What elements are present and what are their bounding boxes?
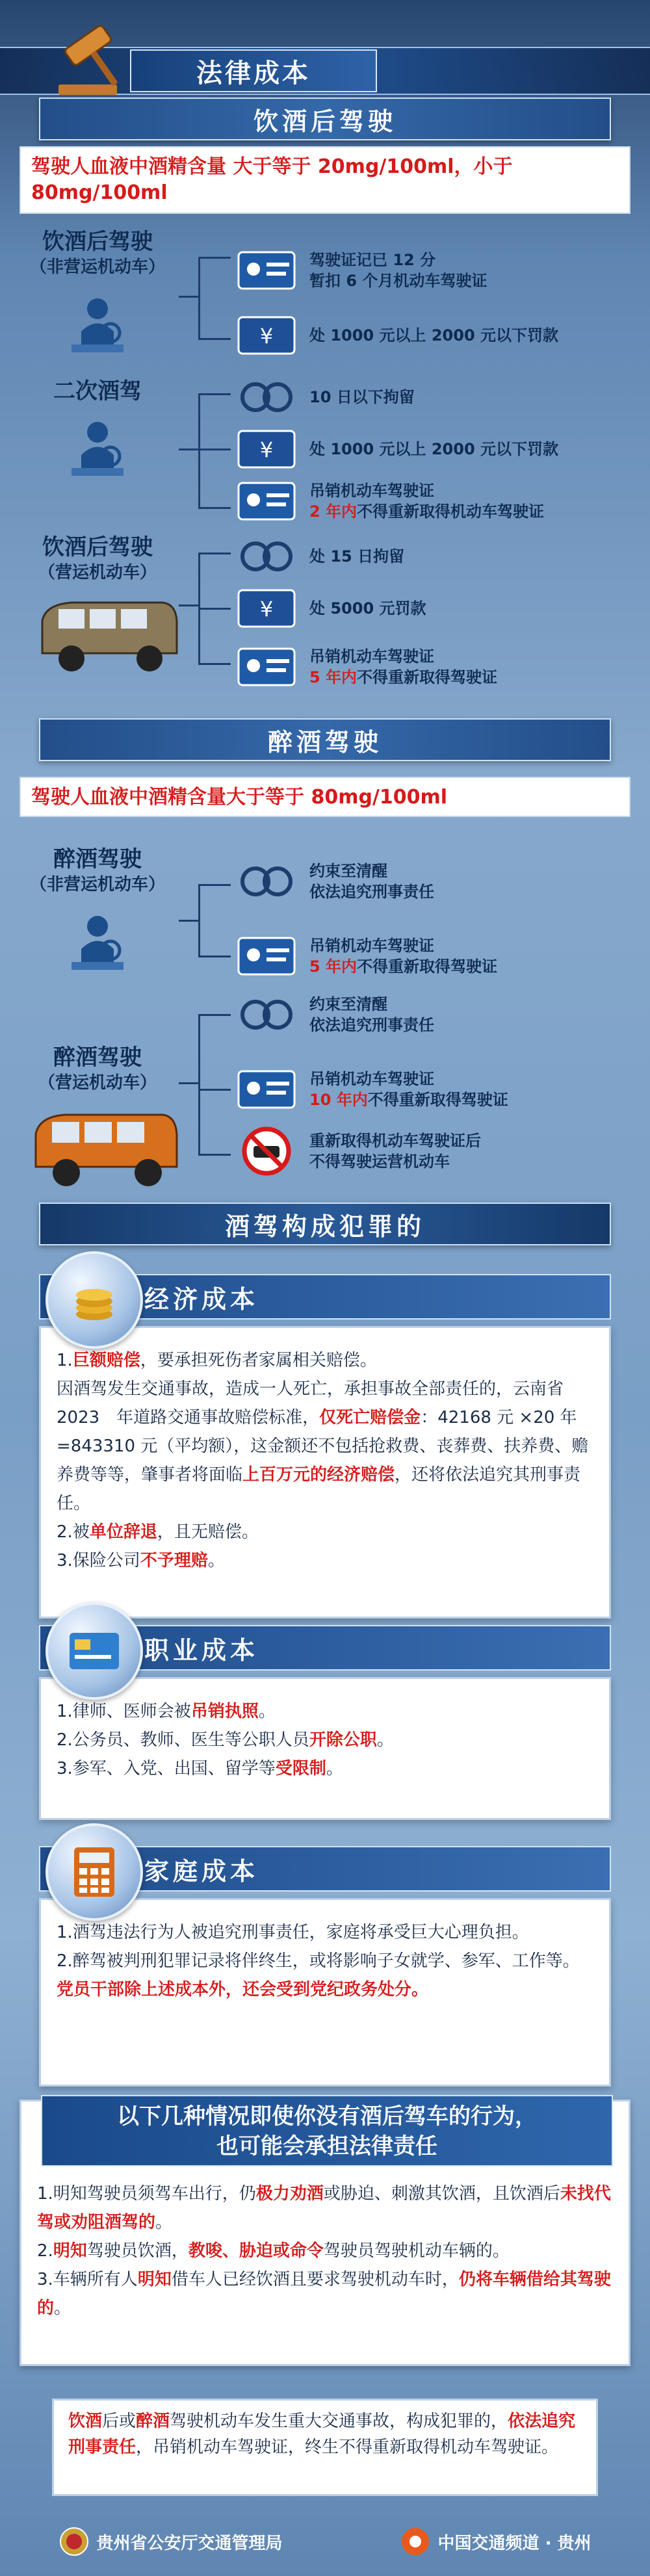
- category-drunk-op: [20, 1043, 176, 1094]
- penalty-highlight: 2 年内: [309, 502, 358, 521]
- penalty-text: 处 5000 元罚款: [309, 599, 426, 618]
- warning-box: [20, 2100, 630, 2366]
- panel-text: 或胁迫、刺激其饮酒，且饮酒后: [323, 2184, 560, 2204]
- penalty-text: 吊销机动车驾驶证: [309, 937, 434, 955]
- penalty-highlight: 10 年内: [309, 1091, 368, 1109]
- category-label: 二次酒驾: [53, 378, 142, 404]
- category-drunk-nonop: [20, 845, 176, 896]
- money-icon: [234, 426, 299, 473]
- panel-text: 借车人已经饮酒且要求驾驶机动车时，: [171, 2270, 459, 2289]
- money-icon: [234, 312, 299, 359]
- penalty-text: 10 日以下拘留: [309, 388, 415, 406]
- panel-text: 驾驶员驾驶机动车辆的。: [323, 2241, 510, 2261]
- svg-text:¥: ¥: [259, 324, 274, 348]
- warning-title: 也可能会承担法律责任: [216, 2133, 437, 2159]
- panel-highlight: 极力劝酒: [255, 2184, 324, 2204]
- penalty-text: 依法追究刑事责任: [309, 1016, 434, 1034]
- money-icon: [234, 585, 299, 632]
- penalty-text: 吊销机动车驾驶证: [309, 1070, 434, 1088]
- panel-highlight: 依法追究刑事责任: [68, 2412, 576, 2457]
- driver-icon: [62, 293, 133, 364]
- bracket-tick: [198, 663, 231, 665]
- family-cost-panel: [39, 1898, 611, 2087]
- threshold-text: 驾驶人血液中酒精含量 大于等于 20mg/100ml，小于 80mg/100ml: [20, 146, 630, 214]
- category-sub: （营运机动车）: [38, 1073, 157, 1093]
- bracket-tick: [179, 449, 198, 450]
- section-title-drinking: 饮酒后驾驶: [39, 98, 611, 140]
- panel-highlight: 单位辞退: [89, 1522, 157, 1542]
- threshold-text: 驾驶人血液中酒精含量大于等于 80mg/100ml: [20, 777, 630, 817]
- panel-text: 。: [326, 1759, 343, 1778]
- penalty-text: 驾驶证记已 12 分: [309, 251, 436, 269]
- penalty-text: 暂扣 6 个月机动车驾驶证: [309, 272, 488, 290]
- bracket-tick: [198, 257, 231, 259]
- panel-text: 1.: [57, 1351, 73, 1370]
- penalty-text: 不得重新取得驾驶证: [367, 1091, 508, 1109]
- driver-icon: [62, 910, 133, 982]
- panel-text: 1.明知驾驶员须驾车出行，仍: [37, 2184, 256, 2204]
- panel-highlight: 开除公职: [309, 1730, 377, 1750]
- panel-text: ，吊销机动车驾驶证，终生不得重新取得机动车驾驶证。: [136, 2438, 559, 2457]
- panel-text: 3.参军、入党、出国、留学等: [57, 1759, 276, 1778]
- bracket-tick: [198, 507, 231, 509]
- gavel-icon: [46, 23, 136, 101]
- career-cost-title: 职业成本: [39, 1625, 611, 1671]
- van-icon: [32, 595, 182, 679]
- van-icon: [26, 1105, 182, 1196]
- bracket-tick: [198, 956, 231, 957]
- panel-highlight: 明知: [53, 2241, 87, 2261]
- bracket-tick: [198, 1089, 231, 1091]
- svg-text:¥: ¥: [259, 597, 274, 621]
- panel-text: 。: [376, 1730, 394, 1750]
- bracket-tick: [198, 1014, 231, 1016]
- footer-left: [59, 2527, 283, 2556]
- panel-text: 驾驶员饮酒，: [86, 2241, 188, 2261]
- penalty-text: 处 15 日拘留: [309, 547, 405, 566]
- penalty-text: 重新取得机动车驾驶证后: [309, 1132, 481, 1150]
- panel-highlight: 吊销执照: [190, 1702, 259, 1721]
- economic-cost-title: 经济成本: [39, 1274, 611, 1320]
- id-card-icon: [46, 1602, 143, 1700]
- panel-text: ，还将依法追究其刑事责任。: [57, 1465, 581, 1513]
- category-drink-nonop: [20, 228, 176, 278]
- panel-text: 2.被: [57, 1522, 90, 1542]
- bracket-tick: [198, 449, 231, 450]
- handcuffs-icon: [234, 991, 299, 1038]
- coins-icon: [46, 1251, 143, 1349]
- svg-text:¥: ¥: [259, 437, 274, 462]
- footer-channel: 中国交通频道 · 贵州: [437, 2533, 592, 2553]
- channel-logo-icon: [400, 2527, 430, 2556]
- penalty-highlight: 5 年内: [309, 668, 358, 686]
- category-sub: （营运机动车）: [38, 563, 157, 582]
- section-title-crime: 酒驾构成犯罪的: [39, 1203, 611, 1245]
- bracket-line: [198, 257, 200, 338]
- category-label: 醉酒驾驶: [53, 1045, 142, 1071]
- panel-text: ，且无赔偿。: [157, 1522, 259, 1542]
- panel-text: 3.保险公司: [57, 1551, 140, 1570]
- no-driving-icon: [234, 1128, 299, 1175]
- bracket-tick: [179, 605, 198, 606]
- panel-text: 。: [54, 2298, 72, 2318]
- bracket-tick: [198, 608, 231, 610]
- bracket-tick: [179, 296, 198, 298]
- footer: [0, 2512, 650, 2571]
- penalty-text: 吊销机动车驾驶证: [309, 482, 434, 500]
- category-sub: （非营运机动车）: [29, 257, 165, 277]
- bracket-tick: [198, 884, 231, 886]
- panel-text: 1.律师、医师会被: [57, 1702, 191, 1721]
- economic-cost-panel: [39, 1326, 611, 1619]
- panel-highlight: 醉酒: [136, 2412, 170, 2431]
- driver-icon: [62, 416, 133, 488]
- panel-text: 2.: [37, 2241, 53, 2261]
- panel-highlight: 受限制: [275, 1759, 326, 1778]
- panel-highlight: 巨额赔偿: [72, 1351, 140, 1370]
- penalty-text: 约束至清醒: [309, 862, 387, 880]
- bracket-tick: [198, 1154, 231, 1156]
- page-title: 法律成本: [130, 49, 377, 92]
- license-card-icon: [234, 644, 299, 690]
- panel-text: 驾驶机动车发生重大交通事故，构成犯罪的，: [170, 2412, 508, 2431]
- category-sub: （非营运机动车）: [29, 875, 165, 894]
- bracket-tick: [179, 920, 198, 922]
- bracket-tick: [198, 393, 231, 395]
- panel-text: 因酒驾发生交通事故，造成一人死亡，承担事故全部责任的，云南省 2023 年道路交通事故赔偿标准，: [57, 1379, 581, 1427]
- footer-right: [400, 2527, 592, 2556]
- family-cost-title: 家庭成本: [39, 1846, 611, 1892]
- penalty-text: 约束至清醒: [309, 995, 387, 1013]
- panel-highlight: 教唆、胁迫或命令: [188, 2241, 324, 2261]
- bracket-tick: [198, 338, 231, 340]
- panel-highlight: 饮酒: [68, 2412, 103, 2431]
- panel-text: 2.醉驾被判刑犯罪记录将伴终生，或将影响子女就学、参军、工作等。: [57, 1951, 580, 1971]
- panel-highlight: 明知: [137, 2270, 172, 2289]
- license-card-icon: [234, 478, 299, 525]
- penalty-text: 不得重新取得机动车驾驶证: [357, 502, 545, 521]
- panel-text: 。: [155, 2213, 173, 2232]
- bracket-line: [198, 884, 200, 956]
- panel-text: 2.公务员、教师、医生等公职人员: [57, 1730, 309, 1750]
- panel-text: 。: [258, 1702, 276, 1721]
- calculator-icon: [46, 1823, 143, 1921]
- panel-text: 后或: [102, 2412, 136, 2431]
- panel-text: 1.酒驾违法行为人被追究刑事责任，家庭将承受巨大心理负担。: [57, 1923, 529, 1942]
- panel-highlight: 未找代驾或劝阻酒驾的: [37, 2184, 611, 2232]
- warning-title-bar: [41, 2095, 613, 2166]
- bracket-line: [198, 1014, 200, 1154]
- panel-text: ，要承担死伤者家属相关赔偿。: [140, 1351, 377, 1370]
- penalty-text: 不得重新取得驾驶证: [357, 957, 498, 976]
- career-cost-panel: [39, 1677, 611, 1820]
- panel-highlight: 党员干部除上述成本外，还会受到党纪政务处分。: [57, 1980, 429, 1999]
- panel-text: ：42168 元 ×20 年 =843310 元（平均额），这金额还不包括抢救费、丧葬费、扶养费、赡养费等等，肇事者将面临: [57, 1408, 589, 1485]
- police-badge-icon: [59, 2527, 89, 2556]
- penalty-text: 处 1000 元以上 2000 元以下罚款: [309, 326, 559, 345]
- panel-highlight: 仅死亡赔偿金: [319, 1408, 421, 1427]
- category-label: 饮酒后驾驶: [42, 229, 153, 255]
- handcuffs-icon: [234, 858, 299, 905]
- final-note: [52, 2399, 598, 2496]
- penalty-text: 依法追究刑事责任: [309, 883, 434, 901]
- penalty-text: 处 1000 元以上 2000 元以下罚款: [309, 440, 559, 458]
- bracket-tick: [179, 1082, 198, 1084]
- penalty-text: 不得驾驶运营机动车: [309, 1152, 450, 1171]
- panel-highlight: 不予理赔: [140, 1551, 208, 1570]
- panel-text: 。: [207, 1551, 225, 1570]
- handcuffs-icon: [234, 533, 299, 580]
- panel-text: 3.车辆所有人: [37, 2270, 138, 2289]
- penalty-text: 吊销机动车驾驶证: [309, 647, 434, 666]
- bracket-tick: [198, 553, 231, 554]
- category-label: 醉酒驾驶: [53, 846, 142, 872]
- license-card-icon: [234, 247, 299, 294]
- category-second-offense: [20, 377, 176, 406]
- penalty-text: 不得重新取得驾驶证: [357, 668, 498, 686]
- footer-org: 贵州省公安厅交通管理局: [96, 2533, 283, 2553]
- category-label: 饮酒后驾驶: [42, 534, 153, 560]
- panel-highlight: 仍将车辆借给其驾驶的: [37, 2270, 611, 2318]
- handcuffs-icon: [234, 374, 299, 421]
- category-drink-op: [20, 533, 176, 584]
- license-card-icon: [234, 1066, 299, 1113]
- panel-highlight: 上百万元的经济赔偿: [242, 1465, 395, 1485]
- penalty-highlight: 5 年内: [309, 957, 358, 976]
- section-title-drunk: 醉酒驾驶: [39, 718, 611, 761]
- license-card-icon: [234, 933, 299, 980]
- warning-title: 以下几种情况即使你没有酒后驾车的行为，: [117, 2103, 537, 2129]
